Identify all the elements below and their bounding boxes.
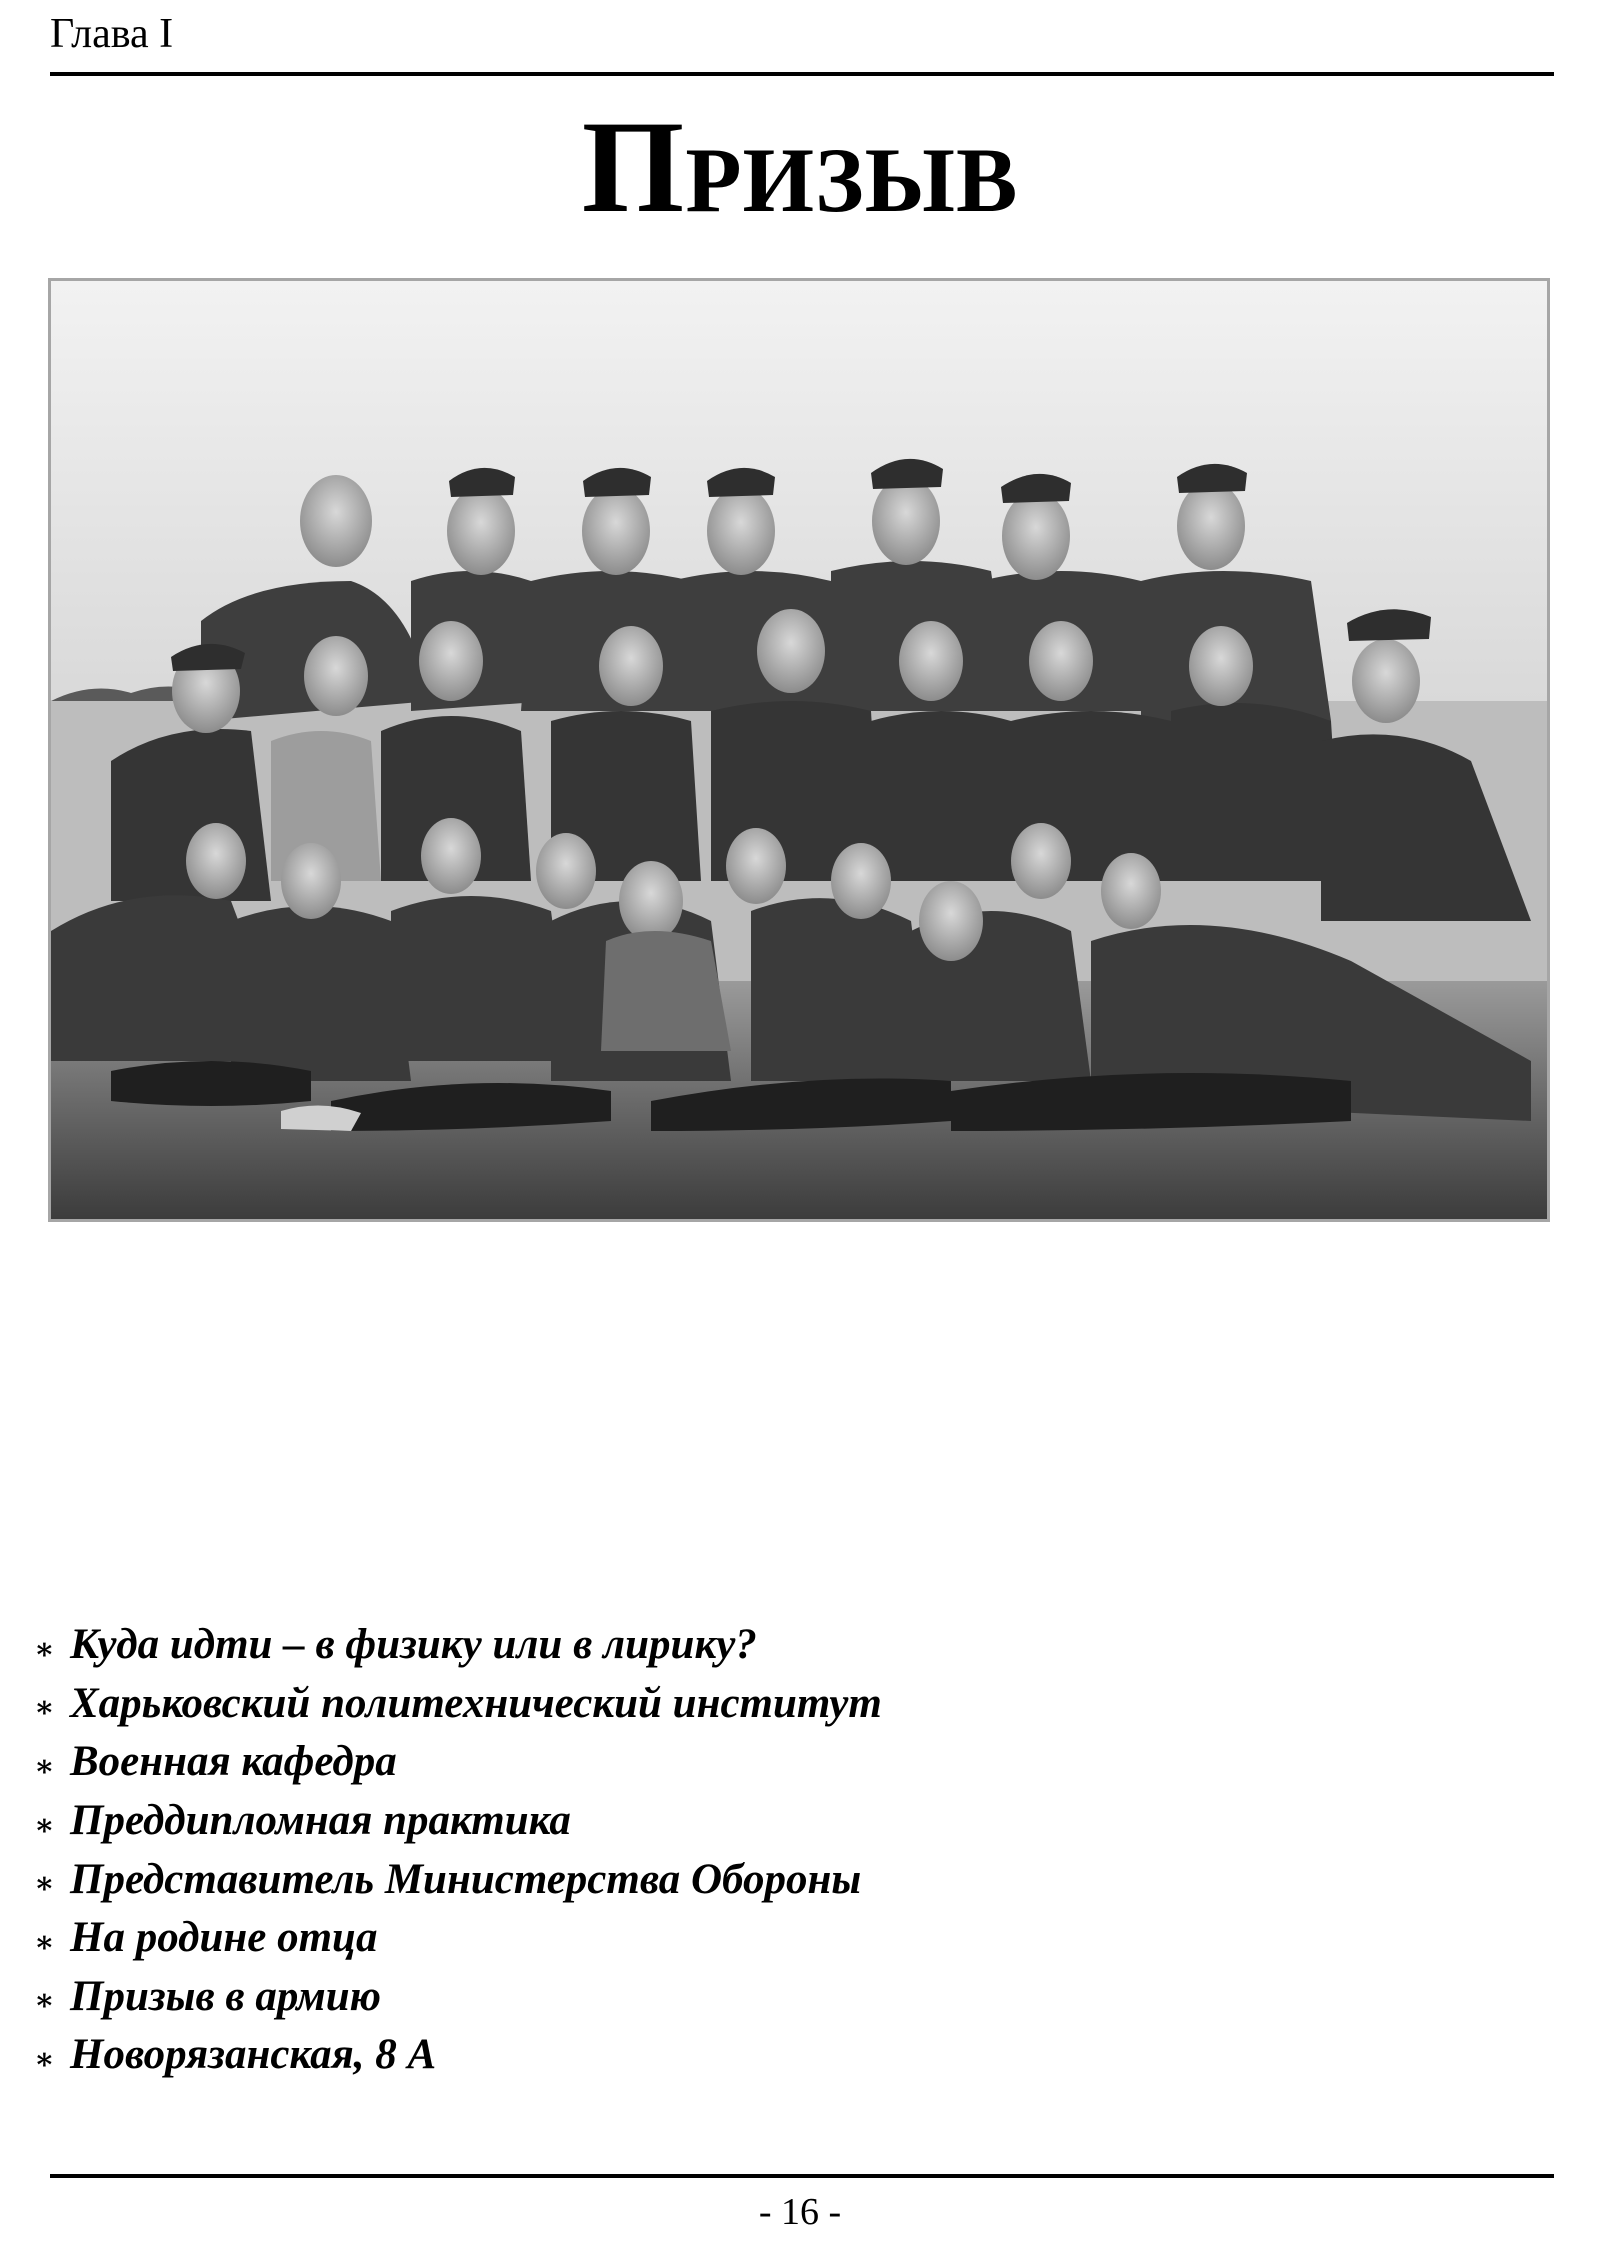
bullet-icon: ∗: [34, 1808, 55, 1842]
topic-text: Преддипломная практика: [70, 1797, 571, 1845]
bullet-icon: ∗: [34, 1867, 55, 1901]
topic-text: Новорязанская, 8 А: [70, 2031, 437, 2079]
list-item: [34, 2026, 882, 2085]
list-item: [34, 1792, 882, 1851]
page-title: Призыв: [581, 93, 1019, 240]
list-item: [34, 1675, 882, 1734]
bullet-icon: ∗: [34, 1632, 55, 1666]
group-photo-soldiers-icon: [51, 281, 1547, 1219]
bullet-icon: ∗: [34, 1925, 55, 1959]
topics-list: [34, 1616, 882, 2085]
list-item: [34, 1616, 882, 1675]
list-item: [34, 1733, 882, 1792]
bullet-icon: ∗: [34, 1749, 55, 1783]
group-photo: [48, 278, 1550, 1222]
bullet-icon: ∗: [34, 2042, 55, 2076]
list-item: [34, 1909, 882, 1968]
topic-text: Военная кафедра: [70, 1738, 397, 1786]
header-divider: [50, 72, 1554, 76]
footer-divider: [50, 2174, 1554, 2178]
topic-text: На родине отца: [70, 1914, 378, 1962]
list-item: [34, 1968, 882, 2027]
bullet-icon: ∗: [34, 1691, 55, 1725]
topic-text: Куда идти – в физику или в лирику?: [70, 1621, 757, 1669]
chapter-label: Глава I: [50, 11, 174, 57]
bullet-icon: ∗: [34, 1984, 55, 2018]
page-number: - 16 -: [758, 2191, 842, 2233]
topic-text: Призыв в армию: [70, 1972, 382, 2020]
list-item: [34, 1850, 882, 1909]
topic-text: Представитель Министерства Обороны: [70, 1855, 862, 1903]
topic-text: Харьковский политехнический институт: [70, 1679, 882, 1727]
